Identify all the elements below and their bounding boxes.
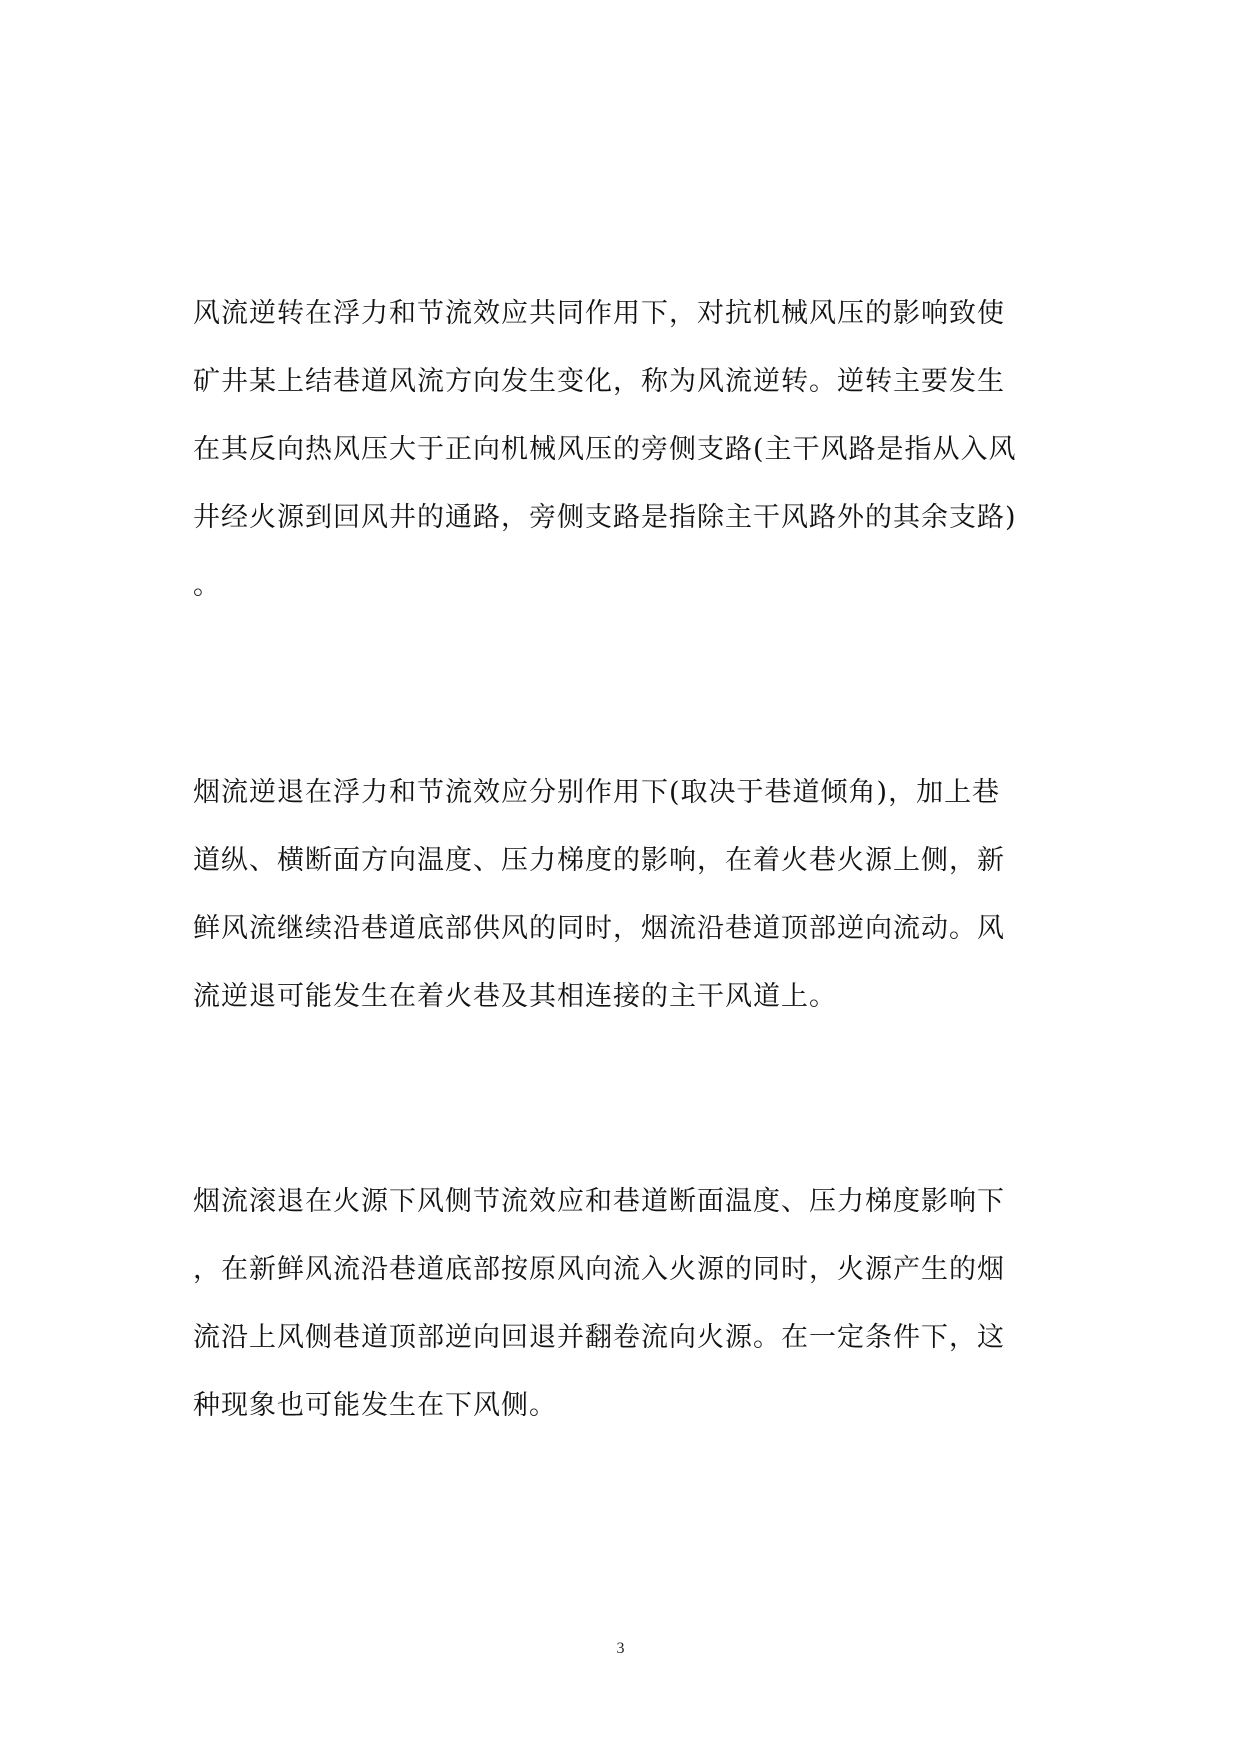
page-number: 3 [616, 1640, 625, 1657]
text-line: 流沿上风侧巷道顶部逆向回退并翻卷流向火源。在一定条件下，这 [193, 1322, 1005, 1353]
text-line: 。 [193, 570, 221, 601]
text-line: ，在新鲜风流沿巷道底部按原风向流入火源的同时，火源产生的烟 [193, 1254, 1005, 1285]
text-line: 道纵、横断面方向温度、压力梯度的影响，在着火巷火源上侧，新 [193, 845, 1005, 876]
text-line: 矿井某上结巷道风流方向发生变化，称为风流逆转。逆转主要发生 [193, 366, 1005, 397]
text-line: 烟流滚退在火源下风侧节流效应和巷道断面温度、压力梯度影响下 [193, 1186, 1005, 1217]
text-line: 种现象也可能发生在下风侧。 [193, 1390, 557, 1421]
text-line: 烟流逆退在浮力和节流效应分别作用下(取决于巷道倾角)，加上巷 [193, 777, 1001, 808]
text-line: 风流逆转在浮力和节流效应共同作用下，对抗机械风压的影响致使 [193, 298, 1005, 329]
text-line: 流逆退可能发生在着火巷及其相连接的主干风道上。 [193, 981, 837, 1012]
text-line: 在其反向热风压大于正向机械风压的旁侧支路(主干风路是指从入风 [193, 434, 1017, 465]
text-line: 井经火源到回风井的通路，旁侧支路是指除主干风路外的其余支路) [193, 502, 1017, 533]
text-line: 鲜风流继续沿巷道底部供风的同时，烟流沿巷道顶部逆向流动。风 [193, 913, 1005, 944]
